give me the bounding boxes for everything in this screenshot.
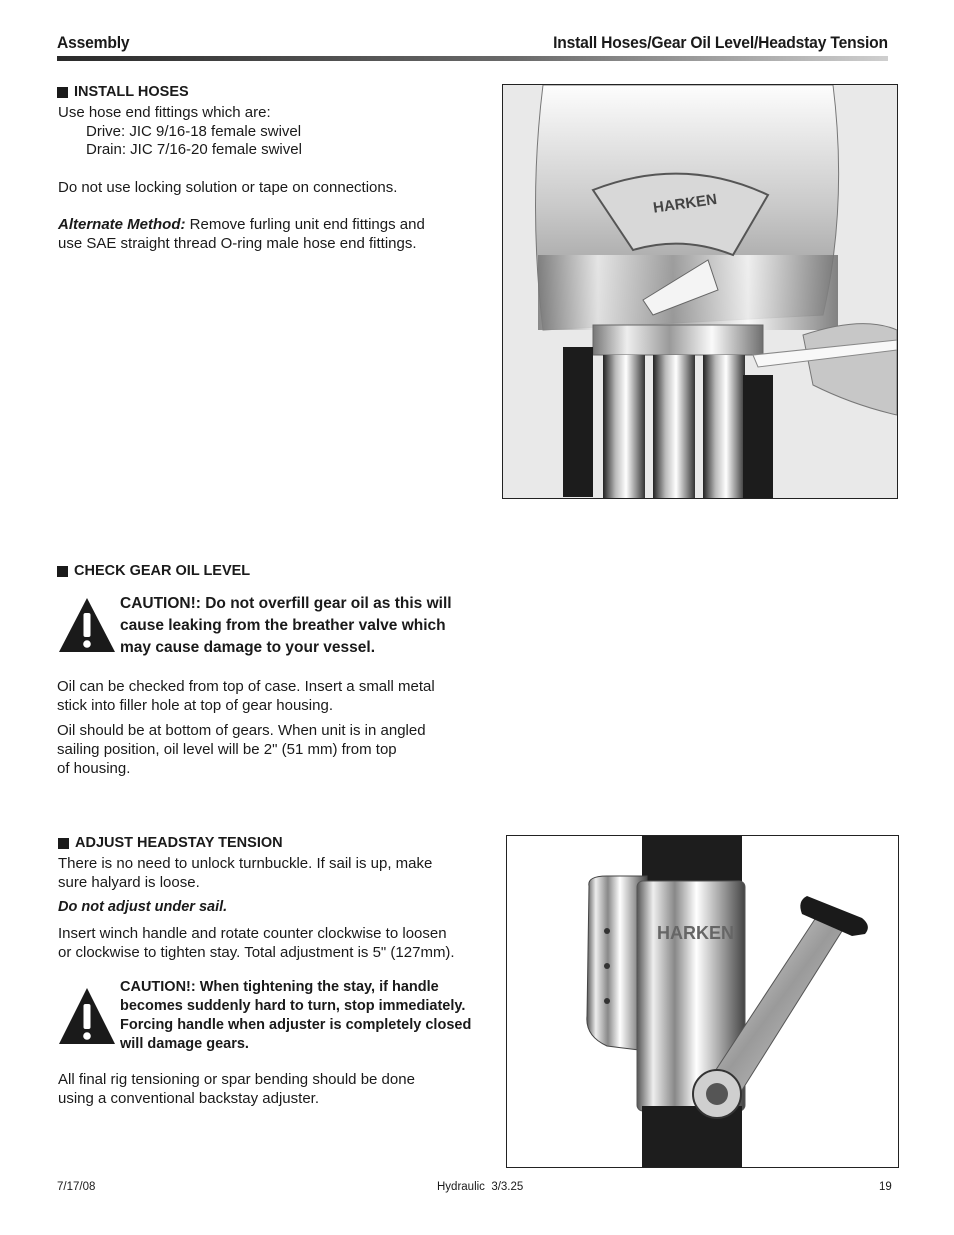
gear-oil-caution xyxy=(120,593,452,659)
header-section-label: Assembly xyxy=(57,33,130,52)
footer-document-id: Hydraulic 3/3.25 xyxy=(437,1181,524,1193)
headstay-p1-line1: There is no need to unlock turnbuckle. If sail is up, make xyxy=(58,855,433,872)
winch-handle-photo xyxy=(506,835,899,1168)
square-bullet-icon xyxy=(57,566,68,577)
headstay-p3-line2: using a conventional backstay adjuster. xyxy=(58,1090,319,1107)
gear-oil-p1-line1: Oil can be checked from top of case. Insert a small metal xyxy=(57,678,435,695)
headstay-caution-line3: Forcing handle when adjuster is completely closed xyxy=(120,1017,472,1033)
gear-oil-paragraph-1 xyxy=(57,677,435,715)
square-bullet-icon xyxy=(58,838,69,849)
headstay-caution-line4: will damage gears. xyxy=(120,1036,249,1052)
install-hoses-title: INSTALL HOSES xyxy=(74,84,189,100)
gear-oil-p2-line1: Oil should be at bottom of gears. When unit is in angled xyxy=(57,722,426,739)
harken-nameplate: HARKEN xyxy=(652,190,718,217)
install-hoses-heading xyxy=(57,84,189,100)
gear-oil-caution-line1: CAUTION!: Do not overfill gear oil as this will xyxy=(120,595,452,612)
headstay-p2-line1: Insert winch handle and rotate counter clockwise to loosen xyxy=(58,925,447,942)
harken-drum-label: HARKEN xyxy=(657,923,735,943)
gear-oil-caution-line3: may cause damage to your vessel. xyxy=(120,639,376,656)
gear-oil-caution-line2: cause leaking from the breather valve which xyxy=(120,617,446,634)
headstay-paragraph-3 xyxy=(58,1070,415,1108)
headstay-paragraph-1 xyxy=(58,854,432,892)
install-hoses-drive: Drive: JIC 9/16-18 female swivel xyxy=(86,123,302,140)
headstay-paragraph-2 xyxy=(58,924,455,962)
adjust-headstay-heading xyxy=(58,835,283,851)
headstay-p1-line2: sure halyard is loose. xyxy=(58,874,200,891)
gear-oil-p1-line2: stick into filler hole at top of gear housing. xyxy=(57,697,333,714)
headstay-caution-line1: CAUTION!: When tightening the stay, if handle xyxy=(120,979,439,995)
install-hoses-intro: Use hose end fittings which are: xyxy=(58,104,271,121)
headstay-caution xyxy=(120,978,471,1054)
header-page-title: Install Hoses/Gear Oil Level/Headstay Tension xyxy=(553,33,888,52)
gear-oil-p2-line3: of housing. xyxy=(57,760,131,777)
install-hoses-alternate-line1 xyxy=(58,215,425,234)
warning-triangle-icon xyxy=(57,986,117,1051)
header-rule xyxy=(57,56,888,61)
alternate-method-label: Alternate Method: xyxy=(58,216,186,233)
gear-oil-paragraph-2 xyxy=(57,721,426,778)
headstay-caution-line2: becomes suddenly hard to turn, stop immediately. xyxy=(120,998,466,1014)
headstay-p3-line1: All final rig tensioning or spar bending should be done xyxy=(58,1071,415,1088)
footer-date: 7/17/08 xyxy=(57,1181,96,1193)
square-bullet-icon xyxy=(57,87,68,98)
adjust-headstay-title: ADJUST HEADSTAY TENSION xyxy=(75,835,283,851)
headstay-warning: Do not adjust under sail. xyxy=(58,899,228,915)
install-hoses-alternate-line2: use SAE straight thread O-ring male hose end fittings. xyxy=(58,235,417,252)
gear-oil-p2-line2: sailing position, oil level will be 2" (51 mm) from top xyxy=(57,741,397,758)
hose-fittings-photo xyxy=(502,84,898,499)
install-hoses-no-locking: Do not use locking solution or tape on connections. xyxy=(58,179,398,196)
footer-page-number: 19 xyxy=(879,1181,892,1193)
check-gear-oil-title: CHECK GEAR OIL LEVEL xyxy=(74,563,251,579)
install-hoses-drain: Drain: JIC 7/16-20 female swivel xyxy=(86,141,302,158)
headstay-p2-line2: or clockwise to tighten stay. Total adjustment is 5" (127mm). xyxy=(58,944,455,961)
warning-triangle-icon xyxy=(57,596,117,659)
check-gear-oil-heading xyxy=(57,563,250,579)
alternate-method-text: Remove furling unit end fittings and xyxy=(189,216,425,233)
